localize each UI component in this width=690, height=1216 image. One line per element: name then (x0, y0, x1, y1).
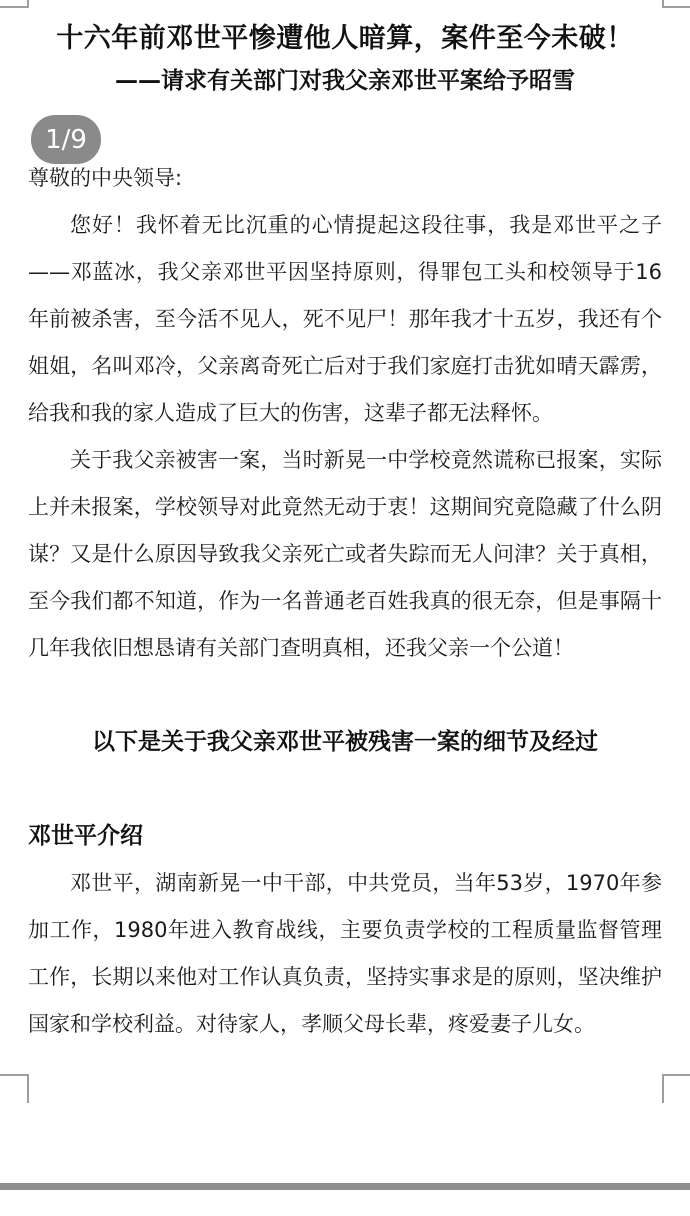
letter-body (28, 155, 662, 1048)
sub-heading: 邓世平介绍 (28, 823, 143, 849)
document-subtitle: ——请求有关部门对我父亲邓世平案给予昭雪 (115, 68, 575, 94)
page-indicator-text: 1/9 (45, 124, 87, 155)
text-boundary-mark-top-right (662, 0, 690, 8)
section-heading: 以下是关于我父亲邓世平被残害一案的细节及经过 (92, 729, 598, 755)
text-boundary-mark-top-left (0, 0, 29, 8)
text-boundary-mark-bottom-right (662, 1074, 690, 1103)
page-indicator-badge (31, 115, 101, 164)
letter-paragraph-1: 您好！我怀着无比沉重的心情提起这段往事，我是邓世平之子——邓蓝冰，我父亲邓世平因坚持原则，得罪包工头和校领导于16年前被杀害，至今活不见人，死不见尸！那年我才十五岁，我还有个姐姐，名叫邓冷，父亲离奇死亡后对于我们家庭打击犹如晴天霹雳，给我和我的家人造成了巨大的伤害，这辈子都无法释怀。 (28, 213, 662, 425)
letter-paragraph-3: 邓世平，湖南新晃一中干部，中共党员，当年53岁，1970年参加工作，1980年进入教育战线，主要负责学校的工程质量监督管理工作，长期以来他对工作认真负责，坚持实事求是的原则，坚决维护国家和学校利益。对待家人，孝顺父母长辈，疼爱妻子儿女。 (28, 871, 662, 1036)
page-separator-bar (0, 1183, 690, 1190)
letter-paragraph-2: 关于我父亲被害一案，当时新晃一中学校竟然谎称已报案，实际上并未报案，学校领导对此竟然无动于衷！这期间究竟隐藏了什么阴谋？又是什么原因导致我父亲死亡或者失踪而无人问津？关于真相，至今我们都不知道，作为一名普通老百姓我真的很无奈，但是事隔十几年我依旧想恳请有关部门查明真相，还我父亲一个公道！ (28, 448, 662, 660)
text-boundary-mark-bottom-left (0, 1074, 29, 1103)
salutation: 尊敬的中央领导: (28, 166, 183, 190)
document-title: 十六年前邓世平惨遭他人暗算，案件至今未破！ (56, 23, 634, 54)
